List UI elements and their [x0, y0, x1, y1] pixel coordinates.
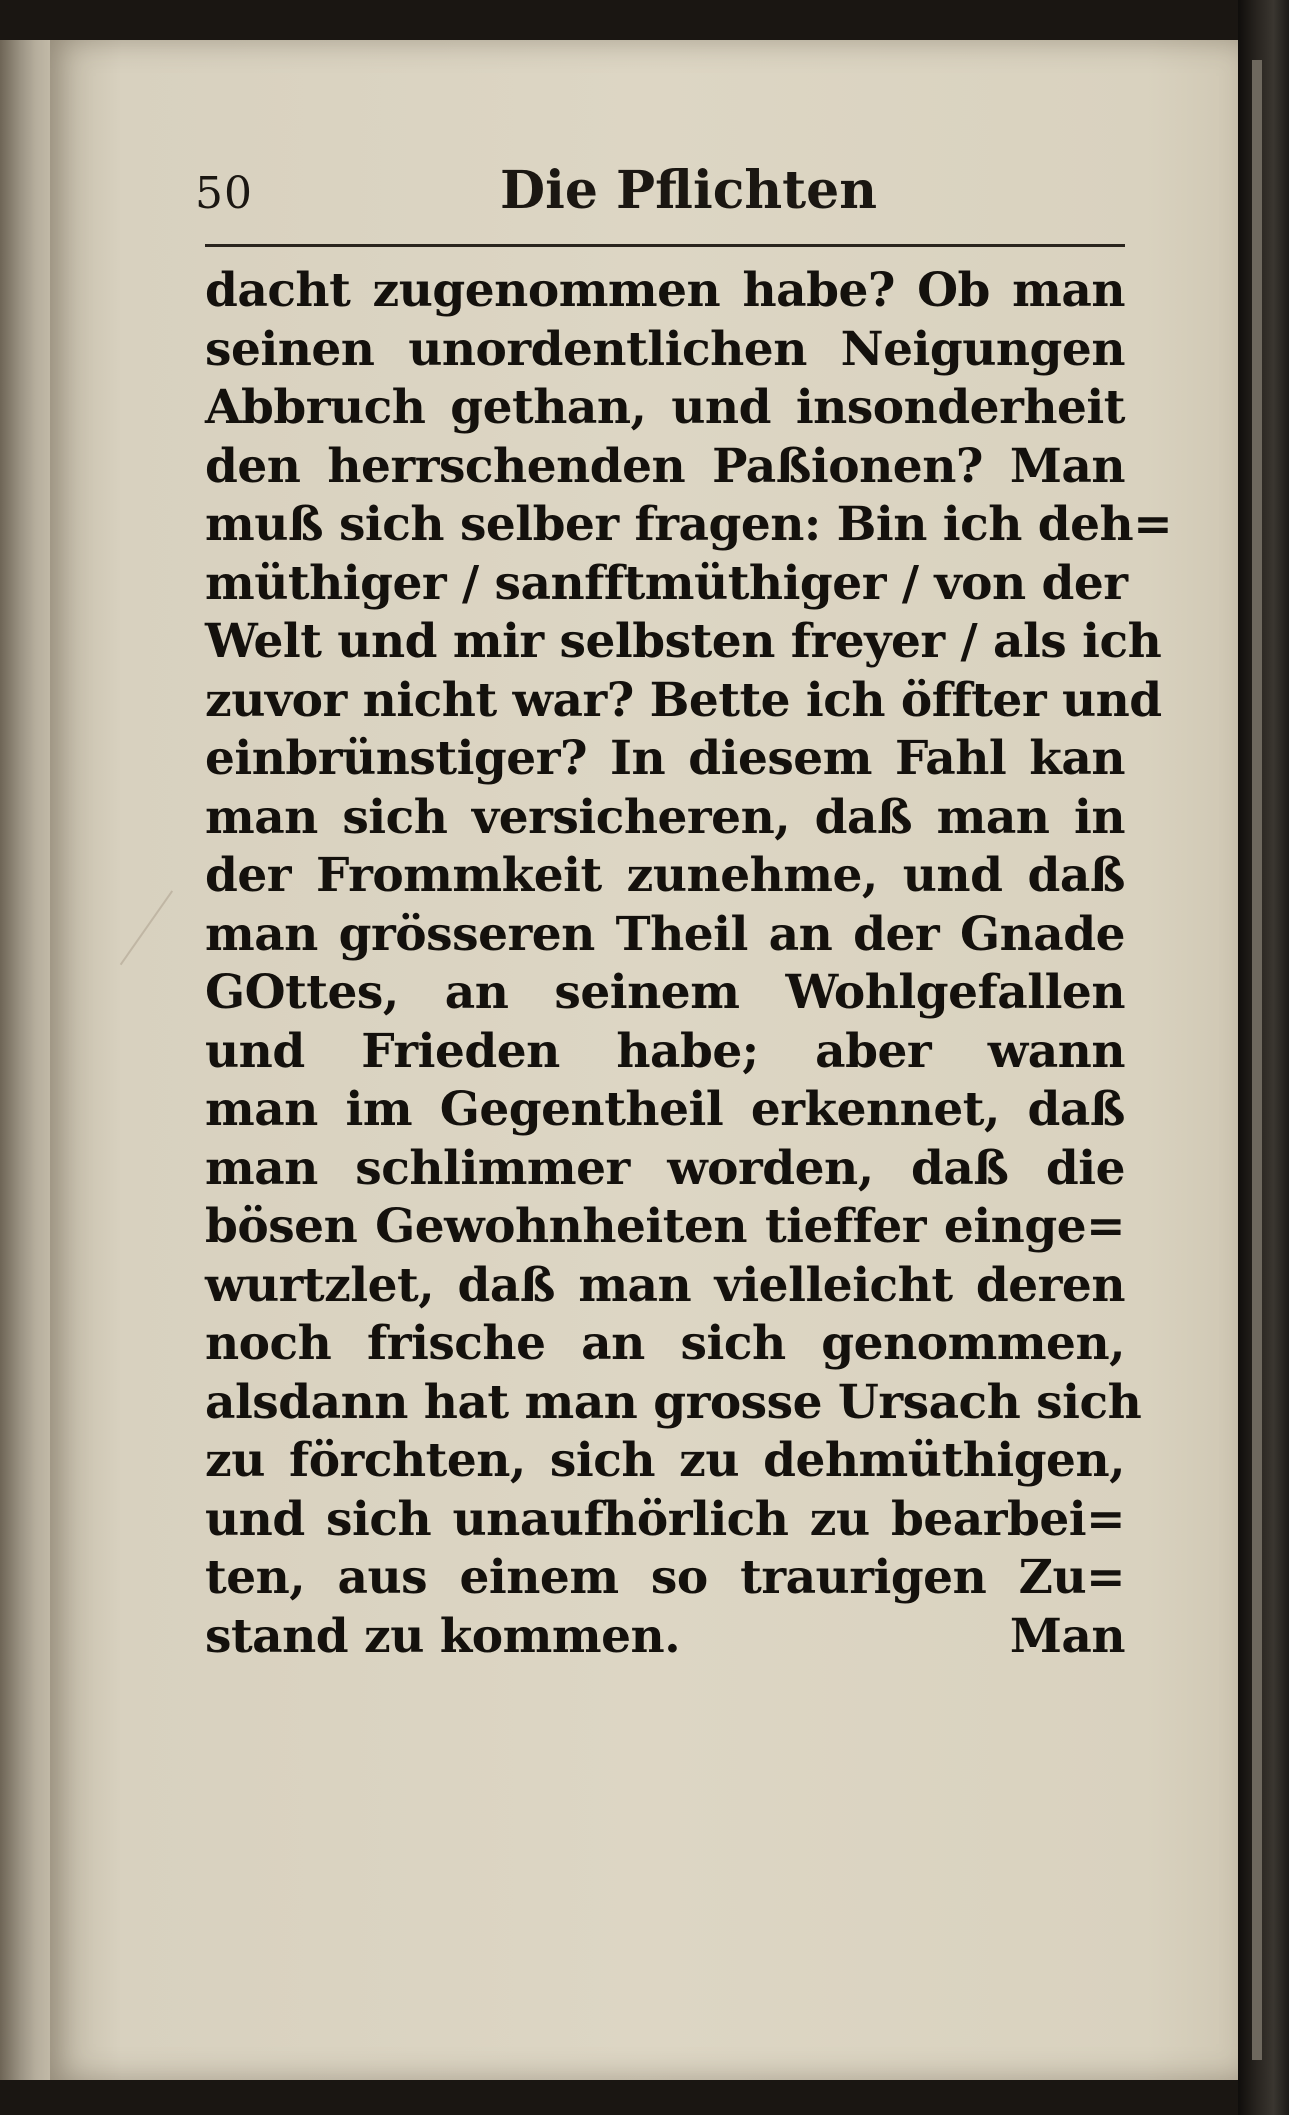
header-rule: [205, 244, 1125, 247]
text-line: wurtzlet, daß man vielleicht deren: [205, 1257, 1125, 1313]
page-edge: [1238, 0, 1289, 2115]
text-line: ten, aus einem so traurigen Zu=: [205, 1550, 1125, 1605]
text-line: und sich unaufhörlich zu bearbei=: [205, 1491, 1125, 1547]
text-line: zu förchten, sich zu dehmüthigen,: [205, 1433, 1125, 1488]
text-line: man grösseren Theil an der Gnade: [205, 906, 1125, 962]
text-line: man schlimmer worden, daß die: [205, 1140, 1125, 1196]
page-number: 50: [195, 168, 253, 219]
text-line: Welt und mir selbsten freyer / als ich: [205, 614, 1162, 669]
text-line: seinen unordentlichen Neigungen: [205, 321, 1125, 377]
text-line: zuvor nicht war? Bette ich öffter und: [205, 672, 1162, 728]
text-line: einbrünstiger? In diesem Fahl kan: [205, 731, 1125, 786]
text-line: muß sich selber fragen: Bin ich deh=: [205, 497, 1173, 552]
catchword: Man: [1009, 1608, 1125, 1664]
running-head: Die Pflichten: [500, 160, 878, 221]
text-line: GOttes, an seinem Wohlgefallen: [205, 965, 1125, 1020]
body-text: [205, 262, 1173, 1666]
text-line: den herrschenden Paßionen? Man: [205, 438, 1125, 494]
text-line-last: [205, 1608, 1125, 1667]
last-line-text: stand zu kommen.: [205, 1608, 681, 1664]
text-line: man sich versicheren, daß man in: [205, 789, 1125, 845]
text-line: man im Gegentheil erkennet, daß: [205, 1082, 1125, 1137]
text-line: alsdann hat man grosse Ursach sich: [205, 1374, 1142, 1430]
text-line: müthiger / sanfftmüthiger / von der: [205, 555, 1128, 611]
text-line: der Frommkeit zunehme, und daß: [205, 848, 1125, 903]
text-line: bösen Gewohnheiten tieffer einge=: [205, 1199, 1125, 1254]
page-edge-strip: [1252, 60, 1262, 2060]
text-line: Abbruch gethan, und insonderheit: [205, 380, 1125, 435]
text-line: dacht zugenommen habe? Ob man: [205, 263, 1125, 318]
text-line: noch frische an sich genommen,: [205, 1316, 1125, 1371]
text-line: und Frieden habe; aber wann: [205, 1023, 1125, 1079]
